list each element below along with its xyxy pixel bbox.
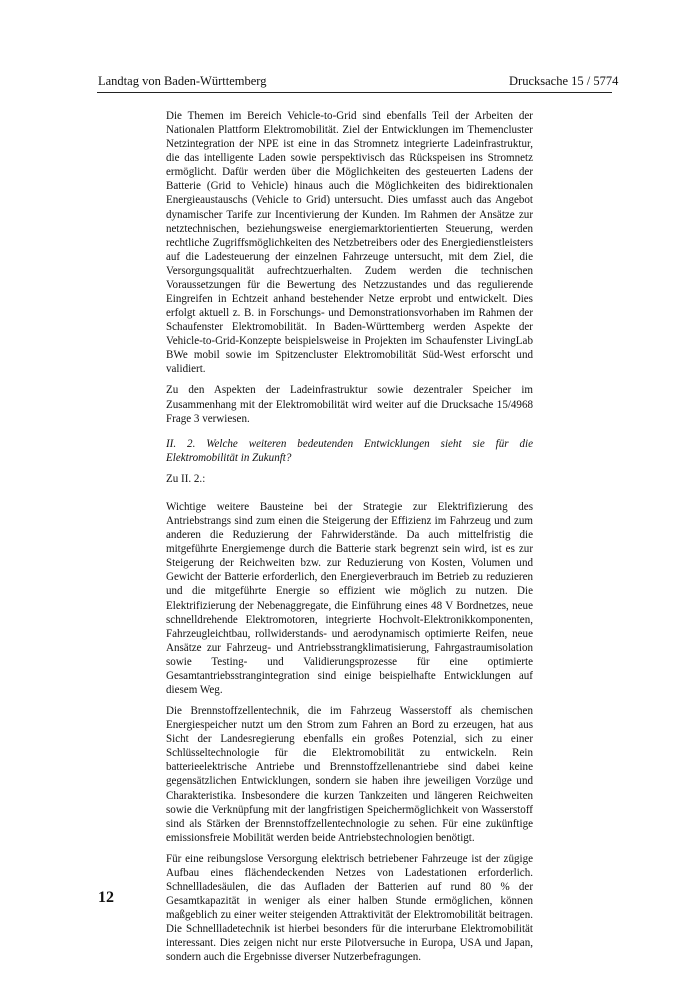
document-body (166, 109, 533, 971)
header-divider (97, 92, 612, 93)
question-heading: II. 2. Welche weiteren bedeutenden Entwicklungen sieht sie für die Elektromobilität in Zukunft? (166, 437, 533, 464)
paragraph-ladeinfrastruktur-reference: Zu den Aspekten der Ladeinfrastruktur sowie dezentraler Speicher im Zusammenhang mit der Elektromobilität wird weiter auf die Drucksache 15/4968 Frage 3 verwiesen. (166, 384, 533, 425)
paragraph-fast-charging: Für eine reibungslose Versorgung elektrisch betriebener Fahrzeuge ist der zügige Aufbau eines flächendeckenden Netzes von Ladestationen erforderlich. Schnellladesäulen, die das Aufladen der Batterien auf rund 80 % der Gesamtkapazität in weniger als einer halben Stunde ermöglichen, können maßgeblich zu einer weiter steigenden Attraktivität der Elektromobilität beitragen. Die Schnellladetechnik ist hierbei besonders für die interurbane Elektromobilität interessant. Dies zeigen nicht nur erste Pilotversuche in Europa, USA und Japan, sondern auch die Ergebnisse diverser Nutzerbefragungen. (166, 852, 533, 964)
page-number: 12 (98, 889, 114, 906)
answer-heading: Zu II. 2.: (166, 472, 206, 485)
paragraph-fuel-cell: Die Brennstoffzellentechnik, die im Fahrzeug Wasserstoff als chemischen Energiespeicher nutzt um den Strom zum Fahren an Bord zu erzeugen, hat aus Sicht der Landesregierung ebenfalls ein großes Potenzial, sich zu einer Schlüsseltechnologie für die Elektromobilität zu entwickeln. Rein batterieelektrische Antriebe und Brennstoffzellenantriebe sind dabei keine gegensätzlichen Entwicklungen, sondern sie haben ihre jeweiligen Vorzüge und Charakteristika. Insbesondere die kurzen Tankzeiten und längeren Reichweiten sowie die Verknüpfung mit der langfristigen Speichermöglichkeit von Wasserstoff sind als Stärken der Brennstoffzellentechnologie zu sehen. Für eine zukünftige emissionsfreie Mobilität werden beide Antriebstechnologien benötigt. (166, 705, 533, 844)
paragraph-efficiency: Wichtige weitere Bausteine bei der Strategie zur Elektrifizierung des Antriebstrangs sind zum einen die Steigerung der Effizienz im Fahrzeug und zum anderen die Reduzierung der Fahrwiderstände. Da auch mittelfristig die mitgeführte Energiemenge durch die Batterie stark begrenzt sein wird, ist es zur Steigerung der Reichweiten bzw. zur Reduzierung von Kosten, Volumen und Gewicht der Batterie erforderlich, den Energieverbrauch im Betrieb zu reduzieren und die mitgeführte Energie so effizient wie möglich zu nutzen. Die Elektrifizierung der Nebenaggregate, die Einführung eines 48 V Bordnetzes, neue schnelldrehende Elektromotoren, integrierte Hochvolt-Elektronikkomponenten, Fahrzeugleichtbau, rollwiderstands- und aerodynamisch optimierte Reifen, neue Ansätze zur Fahrzeug- und Antriebsstrangklimatisierung, Fahrgastraumisolation sowie Testing- und Validierungsprozesse für eine optimierte Gesamtantriebsstrangintegration sind einige beispielhafte Entwicklungen auf diesem Weg. (166, 500, 533, 696)
header-parliament-name: Landtag von Baden-Württemberg (98, 74, 267, 88)
paragraph-vehicle-to-grid: Die Themen im Bereich Vehicle-to-Grid sind ebenfalls Teil der Arbeiten der Nationalen Plattform Elektromobilität. Ziel der Entwicklungen im Themencluster Netzintegration der NPE ist eine in das Stromnetz integrierte Ladeinfrastruktur, die das intelligente Laden sowie perspektivisch das Rückspeisen ins Stromnetz ermöglicht. Dafür werden über die Möglichkeiten des gesteuerten Ladens der Batterie (Grid to Vehicle) hinaus auch die Möglichkeiten des bidirektionalen Energieaustauschs (Vehicle to Grid) untersucht. Dies umfasst auch das Angebot dynamischer Tarife zur Incentivierung der Kunden. Im Rahmen der Ansätze zur netztechnischen, beziehungsweise energiemarktorientierten Steuerung, werden rechtliche Zugriffsmöglichkeiten des Netzbetreibers oder des Energiedienstleisters auf die Ladesteuerung der einzelnen Fahrzeuge untersucht, mit dem Ziel, die Versorgungsqualität aufrechtzuerhalten. Zudem werden die technischen Voraussetzungen für die Bewertung des Netzzustandes und das regulierende Eingreifen in Echtzeit anhand bestehender Netze erprobt und entwickelt. Dies erfolgt aktuell z. B. in Forschungs- und Demonstrationsvorhaben im Rahmen der Schaufenster Elektromobilität. In Baden-Württemberg werden Aspekte der Vehicle-to-Grid-Konzepte beispielsweise in Projekten im Schaufenster LivingLab BWe mobil sowie im Spitzencluster Elektromobilität Süd-West erforscht und validiert. (166, 110, 533, 376)
header-document-number: Drucksache 15 / 5774 (509, 74, 619, 88)
